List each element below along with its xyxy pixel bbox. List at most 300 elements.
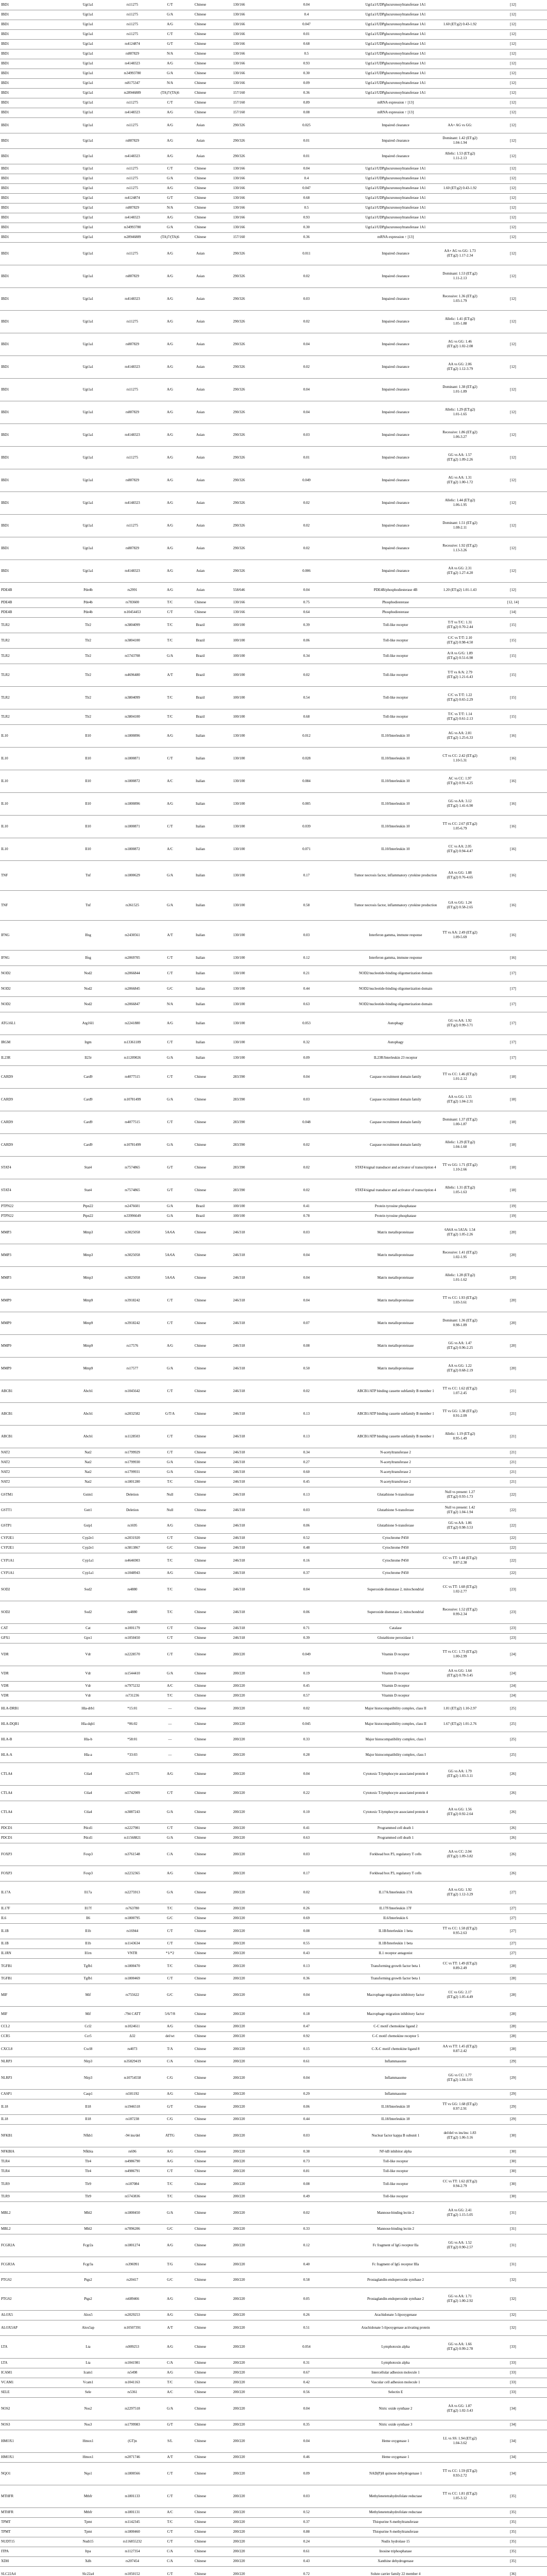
p-value-cell: CC vs TT: 1.68 (ET:g2) 1.02-2.77 [441,1578,479,1601]
table-row [0,996,547,1012]
sample-size-cell: 290/326 [215,310,263,333]
reference-cell: [28] [479,2031,547,2041]
table-row [0,2310,547,2320]
description-cell: Inflammasome [350,2089,441,2099]
odds-ratio-cell: 0.04 [263,582,350,598]
snp-cell: rs1801280 [110,1477,155,1487]
odds-ratio-cell: 0.04 [263,378,350,401]
odds-ratio-cell: 0.27 [263,1458,350,1467]
sample-size-cell: 246/318 [215,1289,263,1312]
allele-cell: A/C [155,1681,185,1691]
population-cell: Italian [185,770,215,792]
locus-cell: Sod2 [66,1601,110,1623]
allele-cell: T/C [155,633,185,648]
snp-cell: rs4646903 [110,1553,155,1568]
locus-cell: Ugt1a1 [66,333,110,355]
sample-size-cell: 200/220 [215,2420,263,2430]
description-cell: Forkhead box P3, regulatory T cells [350,1866,441,1881]
snp-cell: rs1800629 [110,860,155,890]
locus-cell: Lta [66,2335,110,2358]
allele-cell: C/T [155,1289,185,1312]
snp-cell: rs2430561 [110,920,155,950]
description-cell: Toll-like receptor [350,664,441,686]
sample-size-cell: 200/220 [215,2157,263,2166]
population-cell: Chinese [185,2257,215,2272]
gene-cell: NOS3 [0,2420,66,2430]
odds-ratio-cell: 0.07 [263,1312,350,1334]
locus-cell: Cyp1a1 [66,1553,110,1568]
reference-cell: [18] [479,1111,547,1133]
sample-size-cell: 200/220 [215,1801,263,1823]
snp-cell: rs8175347 [110,78,155,88]
allele-cell: C/A [155,1843,185,1866]
table-row [0,0,547,10]
gene-cell: HLA-B [0,1732,66,1747]
sample-size-cell: 130/166 [215,59,263,69]
population-cell: Chinese [185,1681,215,1691]
table-row [0,492,547,514]
description-cell: Vitamin D receptor [350,1681,441,1691]
allele-cell: C/T [155,1923,185,1939]
snp-cell: rs2241880 [110,1012,155,1035]
population-cell: Chinese [185,2556,215,2566]
table-row [0,560,547,582]
description-cell: Programmed cell death 1 [350,1823,441,1833]
population-cell: Chinese [185,1518,215,1533]
odds-ratio-cell: 0.73 [263,2157,350,2166]
population-cell: Chinese [185,1156,215,1179]
gene-cell: VDR [0,1643,66,1666]
locus-cell: Mmp9 [66,1312,110,1334]
locus-cell: Ugt1a1 [66,537,110,560]
snp-cell: rs4880 [110,1578,155,1601]
locus-cell: Tgfb1 [66,1974,110,1984]
description-cell: Prostaglandin-endoperoxide synthase 2 [350,2272,441,2287]
sample-size-cell: 200/220 [215,1939,263,1948]
allele-cell: A/G [155,148,185,164]
population-cell: Chinese [185,2099,215,2114]
reference-cell: [20] [479,1244,547,1266]
locus-cell: Tgfb1 [66,1958,110,1974]
reference-cell: [26] [479,1833,547,1843]
description-cell: Ugt1a1/UDPglucuronosyltransferase 1A1 [350,69,441,78]
snp-cell: rs11275 [110,164,155,174]
odds-ratio-cell: 0.049 [263,1643,350,1666]
p-value-cell: Allelic: 1.31 (ET:g2) 1.05-1.63 [441,1179,479,1201]
description-cell: Impaired clearance [350,492,441,514]
gene-cell: NAT2 [0,1467,66,1477]
odds-ratio-cell: 0.60 [263,1467,350,1477]
population-cell: Italian [185,1035,215,1050]
gene-cell: ALOX5 [0,2310,66,2320]
population-cell: Asian [185,492,215,514]
reference-cell: [35] [479,2517,547,2527]
population-cell: Chinese [185,98,215,108]
allele-cell: C/T [155,1312,185,1334]
description-cell: Impaired clearance [350,446,441,469]
population-cell: Chinese [185,1939,215,1948]
p-value-cell: GG vs AA: 1.71 (ET:g2) 1.00-2.92 [441,2287,479,2310]
odds-ratio-cell: 0.64 [263,607,350,617]
gene-cell: IL6 [0,1913,66,1923]
odds-ratio-cell: 0.03 [263,1843,350,1866]
p-value-cell [441,1633,479,1643]
p-value-cell [441,2224,479,2234]
gene-cell: PTGS2 [0,2287,66,2310]
table-row [0,1623,547,1633]
p-value-cell: Allelic: 1.19 (ET:g2) 0.95-1.49 [441,1425,479,1448]
reference-cell: [12] [479,164,547,174]
gene-cell: TPMT [0,2527,66,2537]
reference-cell: [16] [479,890,547,920]
odds-ratio-cell: 0.4 [263,10,350,20]
allele-cell: A/G [155,108,185,117]
gene-cell: IL10 [0,792,66,815]
p-value-cell [441,1866,479,1881]
odds-ratio-cell: 0.025 [263,117,350,133]
snp-cell: rs4148323 [110,213,155,223]
sample-size-cell: 246/318 [215,1543,263,1553]
description-cell: IL23R/Interleukin 23 receptor [350,1050,441,1065]
population-cell: Chinese [185,1623,215,1633]
odds-ratio-cell: 0.06 [263,1601,350,1623]
allele-cell: C/A [155,2556,185,2566]
description-cell: Prostaglandin-endoperoxide synthase 2 [350,2287,441,2310]
locus-cell: Il10 [66,815,110,838]
table-row [0,981,547,996]
odds-ratio-cell: 0.92 [263,2031,350,2041]
population-cell: Italian [185,724,215,747]
p-value-cell: LL vs SS: 1.94 (ET:g2) 1.04-3.62 [441,2430,479,2452]
reference-cell: [12] [479,213,547,223]
allele-cell: G/A [155,1467,185,1477]
description-cell: C-X-C motif chemokine ligand 8 [350,2041,441,2057]
description-cell: Cytochrome P450 [350,1543,441,1553]
locus-cell: Hla-dqb1 [66,1716,110,1732]
reference-cell: [18] [479,1065,547,1088]
odds-ratio-cell: 0.31 [263,2358,350,2368]
allele-cell: A/G [155,423,185,446]
allele-cell: T/C [155,2378,185,2387]
snp-cell: rs35829419 [110,2057,155,2066]
description-cell: Matrix metalloproteinase [350,1312,441,1334]
locus-cell: Ugt1a1 [66,0,110,10]
gene-cell: MIF [0,2006,66,2022]
gene-cell: SELE [0,2387,66,2397]
p-value-cell [441,1681,479,1691]
odds-ratio-cell: 0.39 [263,617,350,633]
locus-cell: Cyp1a1 [66,1568,110,1578]
table-row [0,2420,547,2430]
locus-cell: Ugt1a1 [66,69,110,78]
gene-cell: TLR4 [0,2166,66,2176]
allele-cell: A/C [155,2507,185,2517]
p-value-cell: Dominant: 1.37 (ET:g2) 1.00-1.87 [441,1111,479,1133]
allele-cell: C/T [155,1823,185,1833]
population-cell: Chinese [185,1568,215,1578]
p-value-cell [441,88,479,98]
reference-cell: [24] [479,1666,547,1681]
sample-size-cell: 283/390 [215,1133,263,1156]
description-cell: Autophagy [350,1012,441,1035]
gene-cell: IL1B [0,1939,66,1948]
snp-cell: rs361525 [110,890,155,920]
gene-cell: IBD1 [0,223,66,232]
reference-cell: [21] [479,1402,547,1425]
p-value-cell [441,1035,479,1050]
description-cell: Matrix metalloproteinase [350,1244,441,1266]
p-value-cell [441,193,479,203]
locus-cell: Ugt1a1 [66,355,110,378]
allele-cell: G/A [155,1201,185,1211]
odds-ratio-cell: 0.43 [263,2556,350,2566]
gene-cell: CARD9 [0,1111,66,1133]
reference-cell: [27] [479,1913,547,1923]
table-row [0,1088,547,1111]
table-row [0,1402,547,1425]
gene-cell: CXCL8 [0,2041,66,2057]
gene-cell: STAT4 [0,1179,66,1201]
snp-cell: rs1041163 [110,2378,155,2387]
odds-ratio-cell: 0.02 [263,310,350,333]
odds-ratio-cell: 0.93 [263,213,350,223]
snp-cell: rs1800469 [110,1974,155,1984]
table-row [0,2041,547,2057]
snp-cell: rs3761548 [110,1843,155,1866]
table-row [0,2022,547,2031]
odds-ratio-cell: 0.04 [263,401,350,423]
p-value-cell [441,69,479,78]
gene-cell: XDH [0,2556,66,2566]
table-row [0,2485,547,2507]
snp-cell: rs16944 [110,1923,155,1939]
description-cell: Methylenetetrahydrofolate reductase [350,2485,441,2507]
locus-cell: Tnf [66,890,110,920]
allele-cell: C/T [155,747,185,770]
sample-size-cell: 200/220 [215,1666,263,1681]
table-row [0,20,547,29]
table-row [0,1156,547,1179]
population-cell: Chinese [185,1221,215,1244]
odds-ratio-cell: 0.68 [263,709,350,724]
sample-size-cell: 130/100 [215,860,263,890]
odds-ratio-cell: 0.17 [263,860,350,890]
allele-cell: A/G [155,355,185,378]
gene-cell: FCGR3A [0,2257,66,2272]
sample-size-cell: 200/220 [215,2556,263,2566]
locus-cell: Ugt1a1 [66,213,110,223]
odds-ratio-cell: 0.28 [263,1747,350,1762]
gene-cell: IL1RN [0,1948,66,1958]
gene-cell: VDR [0,1666,66,1681]
population-cell: Chinese [185,2031,215,2041]
description-cell: Glutathione peroxidase 1 [350,1633,441,1643]
p-value-cell [441,2368,479,2378]
sample-size-cell: 200/220 [215,1948,263,1958]
locus-cell: Fcgr2a [66,2234,110,2257]
p-value-cell: CC vs TT: 1.49 (ET:g2) 0.89-2.49 [441,1958,479,1974]
odds-ratio-cell: 0.35 [263,2420,350,2430]
sample-size-cell: 200/220 [215,2547,263,2556]
description-cell: N-acetyltransferase 2 [350,1458,441,1467]
p-value-cell [441,174,479,183]
reference-cell: [24] [479,1681,547,1691]
gene-cell: MBL2 [0,2201,66,2224]
odds-ratio-cell: 0.19 [263,1666,350,1681]
locus-cell: Nat2 [66,1477,110,1487]
description-cell: Tumor necrosis factor, inflammatory cytokine production [350,860,441,890]
allele-cell: C/T [155,164,185,174]
population-cell: Chinese [185,1425,215,1448]
locus-cell: Ifng [66,920,110,950]
sample-size-cell: 200/220 [215,1691,263,1701]
reference-cell: [15] [479,633,547,648]
locus-cell: Nudt15 [66,2537,110,2547]
population-cell: Chinese [185,2147,215,2157]
gene-cell: IBD1 [0,69,66,78]
table-row [0,2368,547,2378]
odds-ratio-cell: 0.63 [263,996,350,1012]
snp-cell: rs689466 [110,2287,155,2310]
table-row [0,664,547,686]
table-row [0,2114,547,2124]
table-row [0,183,547,193]
table-row [0,724,547,747]
p-value-cell: AC vs CC: 1.97 (ET:g2) 0.91-4.25 [441,770,479,792]
locus-cell: Ugt1a1 [66,108,110,117]
table-row [0,2537,547,2547]
population-cell: Brazil [185,686,215,709]
sample-size-cell: 283/390 [215,1088,263,1111]
sample-size-cell: 130/166 [215,20,263,29]
population-cell: Chinese [185,69,215,78]
population-cell: Brazil [185,648,215,664]
sample-size-cell: 130/166 [215,213,263,223]
snp-cell: rs231775 [110,1762,155,1785]
allele-cell: G/T [155,2420,185,2430]
snp-cell: rs1800871 [110,747,155,770]
snp-cell: rs1544410 [110,1666,155,1681]
reference-cell: [23] [479,1623,547,1633]
sample-size-cell: 130/100 [215,1012,263,1035]
snp-cell: rs2032582 [110,1402,155,1425]
p-value-cell: TT vs CC: 1.73 (ET:g2) 1.00-2.99 [441,1643,479,1666]
sample-size-cell: 290/326 [215,287,263,310]
description-cell: Thiopurine S-methyltransferase [350,2527,441,2537]
odds-ratio-cell: 0.33 [263,2224,350,2234]
table-row [0,2099,547,2114]
gene-cell: IBD1 [0,446,66,469]
locus-cell: Ptpn22 [66,1211,110,1221]
reference-cell: [34] [479,2397,547,2420]
odds-ratio-cell: 0.02 [263,1881,350,1904]
population-cell: Chinese [185,1691,215,1701]
sample-size-cell: 130/166 [215,193,263,203]
locus-cell: Nod2 [66,965,110,981]
odds-ratio-cell: 0.56 [263,2387,350,2397]
allele-cell: N/A [155,203,185,213]
description-cell: Cytotoxic T-lymphocyte associated protein 4 [350,1801,441,1823]
gene-cell: HMOX1 [0,2452,66,2462]
odds-ratio-cell: 0.17 [263,1866,350,1881]
sample-size-cell: 200/220 [215,1923,263,1939]
table-row [0,2066,547,2089]
reference-cell: [12] [479,59,547,69]
allele-cell: C/T [155,815,185,838]
snp-cell: rs887829 [110,469,155,492]
allele-cell: A/T [155,2320,185,2335]
table-row [0,2031,547,2041]
reference-cell: [12] [479,10,547,20]
gene-cell: CTLA4 [0,1762,66,1785]
sample-size-cell: 246/318 [215,1477,263,1487]
population-cell: Chinese [185,39,215,49]
odds-ratio-cell: 0.02 [263,1701,350,1716]
description-cell: Ugt1a1/UDPglucuronosyltransferase 1A1 [350,10,441,20]
snp-cell: rs2066847 [110,996,155,1012]
description-cell: Vitamin D receptor [350,1643,441,1666]
odds-ratio-cell: 0.5 [263,203,350,213]
reference-cell: [16] [479,792,547,815]
locus-cell: Atg16l1 [66,1012,110,1035]
description-cell: IL10/Interleukin 10 [350,747,441,770]
snp-cell: rs3087243 [110,1801,155,1823]
p-value-cell: TT vs CC: 1.93 (ET:g2) 1.03-3.61 [441,1289,479,1312]
reference-cell: [12] [479,232,547,242]
population-cell: Chinese [185,223,215,232]
locus-cell: Lta [66,2358,110,2368]
sample-size-cell: 200/220 [215,1881,263,1904]
table-row [0,1681,547,1691]
snp-cell: rs1800566 [110,2462,155,2485]
table-row [0,792,547,815]
odds-ratio-cell: 0.88 [263,2527,350,2537]
sample-size-cell: 157/160 [215,88,263,98]
population-cell: Italian [185,815,215,838]
allele-cell: C/T [155,1974,185,1984]
allele-cell: G/A [155,2397,185,2420]
gene-cell: IBD1 [0,401,66,423]
population-cell: Chinese [185,1866,215,1881]
gene-cell: FCGR2A [0,2234,66,2257]
snp-cell: rs10507391 [110,2320,155,2335]
snp-cell: rs696 [110,2147,155,2157]
population-cell: Chinese [185,1543,215,1553]
population-cell: Chinese [185,2310,215,2320]
snp-cell: rs10454453 [110,607,155,617]
locus-cell: Tlr4 [66,2166,110,2176]
reference-cell: [12] [479,582,547,598]
snp-cell: rs3918242 [110,1289,155,1312]
allele-cell: C/T [155,2566,185,2576]
allele-cell: ATTG [155,2124,185,2147]
p-value-cell: GA vs GG: 1.24 (ET:g2) 0.58-2.65 [441,890,479,920]
description-cell: ABCB1/ATP binding cassette subfamily B member 1 [350,1425,441,1448]
reference-cell: [15] [479,709,547,724]
population-cell: Chinese [185,2485,215,2507]
gene-cell: CARD9 [0,1133,66,1156]
locus-cell: Cxcl8 [66,2041,110,2057]
table-row [0,2517,547,2527]
odds-ratio-cell: 0.40 [263,2257,350,2272]
p-value-cell [441,59,479,69]
locus-cell: Nod2 [66,996,110,1012]
description-cell: PDE4B/phosphodiesterase 4B [350,582,441,598]
description-cell: Lymphotoxin alpha [350,2358,441,2368]
allele-cell: Null [155,1502,185,1518]
table-row [0,1904,547,1913]
sample-size-cell: 246/318 [215,1357,263,1380]
